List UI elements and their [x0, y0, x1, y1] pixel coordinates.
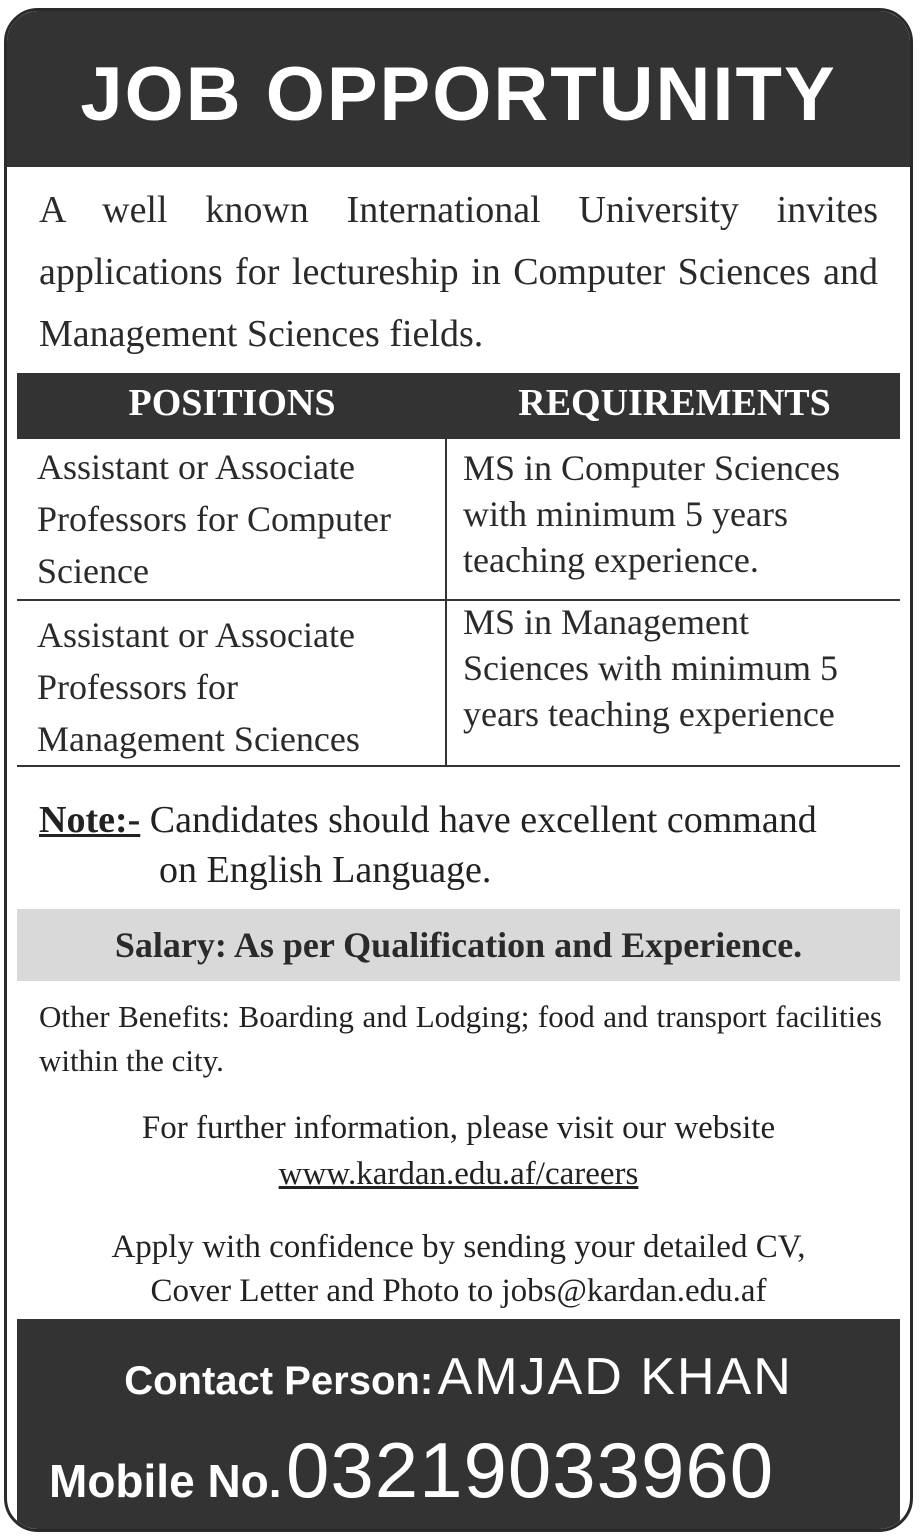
- table-bottom-border: [17, 765, 900, 767]
- contact-label: Contact Person:: [124, 1359, 434, 1403]
- cell-line: with minimum 5 years: [463, 494, 788, 534]
- ad-body: [17, 11, 900, 1529]
- cell-line: Assistant or Associate: [37, 615, 355, 655]
- cell-line: Professors for Computer: [37, 499, 391, 539]
- mobile-line: [49, 1425, 900, 1516]
- apply-text-line2: Cover Letter and Photo to jobs@kardan.edu.af: [150, 1273, 767, 1309]
- contact-name: AMJAD KHAN: [437, 1348, 793, 1406]
- apply-block: [17, 1225, 900, 1313]
- table-row-1-requirement: [463, 445, 840, 583]
- cell-line: teaching experience.: [463, 540, 759, 580]
- positions-table: [17, 373, 900, 767]
- table-row-2-requirement: [463, 599, 838, 737]
- contact-bar: [17, 1319, 900, 1529]
- benefits-text: Other Benefits: Boarding and Lodging; food and transport facilities within the city.: [39, 999, 882, 1078]
- cell-line: Sciences with minimum 5: [463, 648, 838, 688]
- cell-line: MS in Management: [463, 602, 749, 642]
- info-text: For further information, please visit our website: [141, 1110, 776, 1146]
- mobile-number: 03219033960: [286, 1426, 775, 1514]
- cell-line: years teaching experience: [463, 694, 835, 734]
- cell-line: Professors for: [37, 667, 238, 707]
- cell-line: MS in Computer Sciences: [463, 448, 840, 488]
- cell-line: Science: [37, 551, 149, 591]
- cell-line: Assistant or Associate: [37, 447, 355, 487]
- apply-text-line1: Apply with confidence by sending your detailed CV,: [111, 1229, 806, 1265]
- table-row-2-position: [37, 609, 360, 765]
- cell-line: Management Sciences: [37, 719, 360, 759]
- table-header-row: [17, 373, 900, 439]
- salary-bar: [17, 909, 900, 981]
- note-text-line2: on English Language.: [159, 849, 492, 891]
- intro-text: A well known International University invites applications for lectureship in Computer Sciences and Management Sciences fields.: [39, 189, 878, 355]
- contact-line: [17, 1347, 900, 1407]
- page-title: JOB OPPORTUNITY: [80, 51, 837, 137]
- salary-text: Salary: As per Qualification and Experience.: [114, 925, 803, 965]
- header-requirements: REQUIREMENTS: [518, 382, 831, 424]
- ad-frame: [4, 8, 913, 1532]
- note-block: [39, 795, 878, 895]
- table-column-divider: [445, 373, 447, 767]
- info-block: [17, 1105, 900, 1197]
- website-link[interactable]: www.kardan.edu.af/careers: [278, 1156, 639, 1192]
- table-row-1-position: [37, 441, 391, 597]
- mobile-label: Mobile No.: [49, 1455, 282, 1507]
- note-label: Note:-: [39, 799, 141, 841]
- header-positions: POSITIONS: [128, 382, 336, 424]
- note-text-line1: Candidates should have excellent command: [149, 799, 817, 841]
